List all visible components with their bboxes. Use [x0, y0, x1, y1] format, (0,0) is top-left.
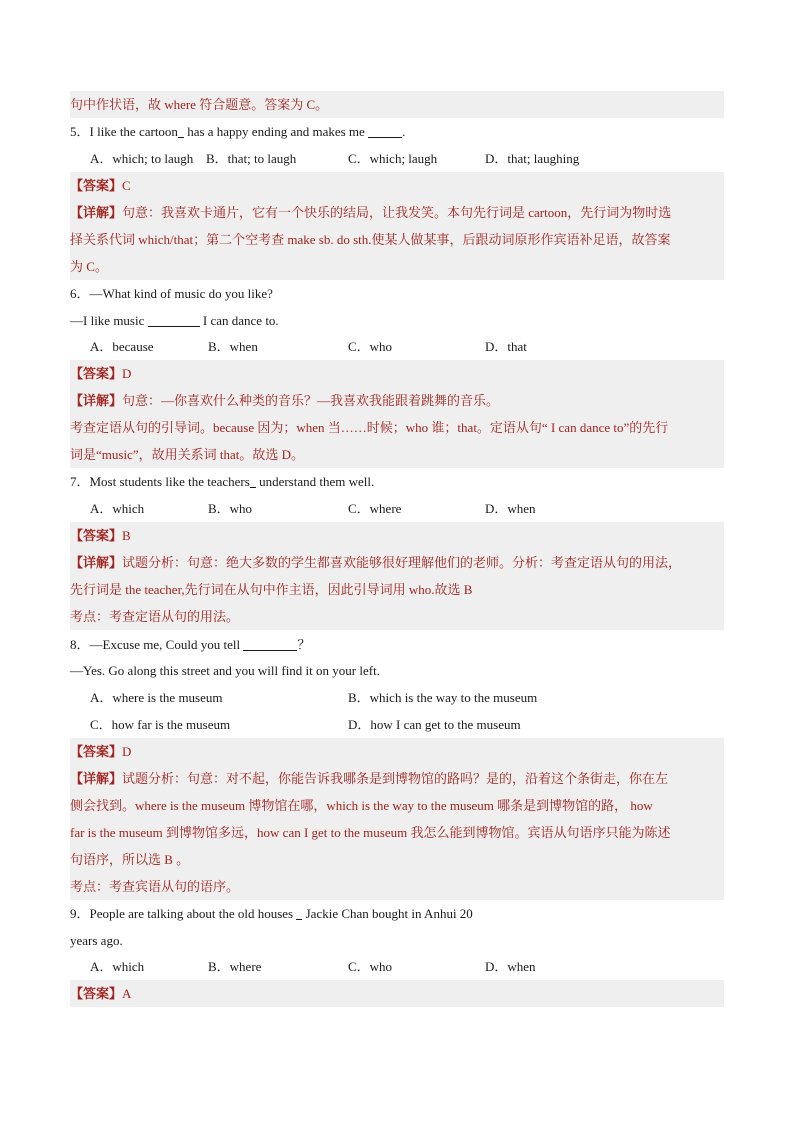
q9-answer	[70, 980, 724, 1007]
q5-option-a: A．which; to laugh	[90, 151, 194, 166]
answer-tag: 【答案】	[70, 986, 123, 1001]
q7-detail-3: 考点：考查定语从句的用法。	[70, 603, 724, 630]
q8-detail-1	[70, 765, 724, 792]
q6-blank	[148, 312, 200, 327]
q6-stem-1: 6．—What kind of music do you like?	[70, 286, 273, 301]
q6-options	[70, 333, 724, 360]
q6-detail-3: 词是“music”，故用关系词 that。故选 D。	[70, 441, 724, 468]
detail-continuation: 句中作状语，故 where 符合题意。答案为 C。	[70, 91, 724, 118]
q7-stem-text-a: 7．Most students like the teachers	[70, 474, 250, 489]
q9-stem-text-b: Jackie Chan bought in Anhui 20	[302, 906, 473, 921]
q9-option-d: D．when	[485, 959, 536, 974]
q6-option-b: B．when	[208, 339, 258, 354]
q5-answer	[70, 172, 724, 199]
q7-option-d: D．when	[485, 501, 536, 516]
detail-tag: 【详解】	[70, 393, 123, 408]
q7-detail-2: 先行词是 the teacher,先行词在从句中作主语，因此引导词用 who.故选 B	[70, 576, 724, 603]
detail-tag: 【详解】	[70, 205, 123, 220]
q9-stem-1	[70, 900, 724, 927]
q6-stem-2	[70, 307, 724, 334]
answer-tag: 【答案】	[70, 366, 123, 381]
q6-stem-text-b: I can dance to.	[199, 313, 279, 328]
q9-options	[70, 953, 724, 980]
answer-value: C	[122, 178, 131, 193]
q8-stem-1	[70, 631, 724, 658]
answer-tag: 【答案】	[70, 744, 123, 759]
answer-value: D	[122, 744, 132, 759]
q8-option-c: C．how far is the museum	[90, 717, 231, 732]
q8-blank	[243, 636, 297, 651]
detail-tag: 【详解】	[70, 771, 123, 786]
q8-detail-3: far is the museum 到博物馆多远，how can I get to the museum 我怎么能到博物馆。宾语从句语序只能为陈述	[70, 819, 724, 846]
q8-stem-2: —Yes. Go along this street and you will find it on your left.	[70, 663, 380, 678]
q5-stem	[70, 118, 724, 145]
q6-option-c: C．who	[348, 339, 393, 354]
q8-option-d: D．how I can get to the museum	[348, 717, 521, 732]
q7-stem	[70, 468, 724, 495]
q5-stem-text-c: .	[402, 124, 406, 139]
q8-options-row-2	[70, 711, 724, 738]
q5-detail-1	[70, 199, 724, 226]
q8-detail-5: 考点：考查宾语从句的语序。	[70, 873, 724, 900]
q9-option-c: C．who	[348, 959, 393, 974]
detail-text: 试题分析：句意：对不起，你能告诉我哪条是到博物馆的路吗？是的，沿着这个条街走，你在左	[122, 771, 669, 786]
answer-value: B	[122, 528, 131, 543]
q7-option-c: C．where	[348, 501, 402, 516]
answer-value: D	[122, 366, 132, 381]
detail-text: 句意：我喜欢卡通片，它有一个快乐的结局，让我发笑。本句先行词是 cartoon，先行词为物时选	[122, 205, 672, 220]
q5-option-d: D．that; laughing	[485, 151, 580, 166]
q7-stem-text-b: understand them well.	[255, 474, 375, 489]
answer-tag: 【答案】	[70, 178, 123, 193]
q7-option-b: B．who	[208, 501, 253, 516]
q8-stem-text-a: 8．—Excuse me, Could you tell	[70, 637, 244, 652]
q8-detail-2: 侧会找到。where is the museum 博物馆在哪，which is the way to the museum 哪条是到博物馆的路， how	[70, 792, 724, 819]
q5-option-b: B．that; to laugh	[206, 151, 297, 166]
q7-option-a: A．which	[90, 501, 145, 516]
q9-option-b: B．where	[208, 959, 262, 974]
q6-answer	[70, 360, 724, 387]
q8-stem-text-b: ？	[297, 637, 311, 652]
q5-options	[70, 145, 724, 172]
q8-option-a: A．where is the museum	[90, 690, 223, 705]
q6-option-a: A．because	[90, 339, 154, 354]
answer-value: A	[122, 986, 132, 1001]
q5-stem-text-b: has a happy ending and makes me	[183, 124, 369, 139]
q6-option-d: D．that	[485, 339, 527, 354]
answer-tag: 【答案】	[70, 528, 123, 543]
q7-options	[70, 495, 724, 522]
q8-options-row-1	[70, 684, 724, 711]
q8-option-b: B．which is the way to the museum	[348, 690, 538, 705]
q9-stem-text-a: 9．People are talking about the old houses	[70, 906, 297, 921]
q5-detail-3: 为 C。	[70, 253, 724, 280]
q5-detail-2: 择关系代词 which/that；第二个空考查 make sb. do sth.使某人做某事，后跟动词原形作宾语补足语，故答案	[70, 226, 724, 253]
detail-text: 句意：—你喜欢什么种类的音乐？—我喜欢我能跟着跳舞的音乐。	[122, 393, 500, 408]
q7-detail-1	[70, 549, 724, 576]
q6-detail-2: 考查定语从句的引导词。because 因为；when 当……时候；who 谁；that。定语从句“ I can dance to”的先行	[70, 414, 724, 441]
q5-blank-2	[368, 123, 402, 138]
q8-detail-4: 句语序，所以选 B 。	[70, 846, 724, 873]
q6-stem-text-a: —I like music	[70, 313, 148, 328]
q5-option-c: C．which; laugh	[348, 151, 438, 166]
q9-stem-2: years ago.	[70, 933, 123, 948]
q7-answer	[70, 522, 724, 549]
detail-tag: 【详解】	[70, 555, 123, 570]
q8-answer	[70, 738, 724, 765]
q5-stem-text-a: 5．I like the cartoon	[70, 124, 178, 139]
detail-text: 试题分析：句意：绝大多数的学生都喜欢能够很好理解他们的老师。分析：考查定语从句的用法，	[122, 555, 682, 570]
q9-option-a: A．which	[90, 959, 145, 974]
q6-detail-1	[70, 387, 724, 414]
